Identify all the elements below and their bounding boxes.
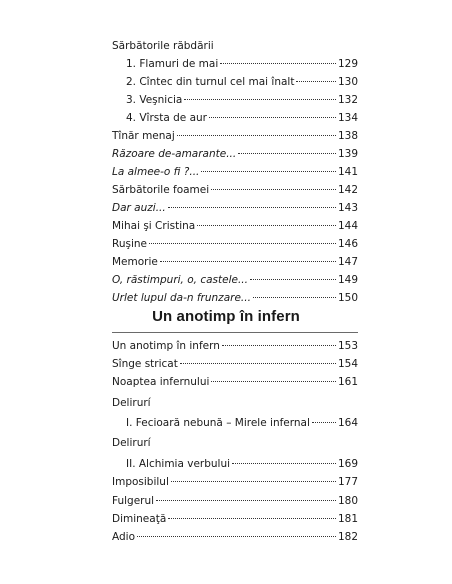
toc-entry xyxy=(112,530,358,544)
toc-page-number: 142 xyxy=(337,184,358,196)
dotted-leader xyxy=(209,117,336,118)
toc-entry xyxy=(112,494,358,508)
dotted-leader xyxy=(250,279,336,280)
toc-entry-title: Sărbătorile foamei xyxy=(112,184,210,196)
toc-page-number: 130 xyxy=(337,76,358,88)
section-title: Un anotimp în infern xyxy=(152,308,300,325)
dotted-leader xyxy=(197,225,336,226)
toc-page-number: 177 xyxy=(337,476,358,488)
toc-entry-title: O, răstimpuri, o, castele... xyxy=(112,274,248,286)
toc-entry xyxy=(112,183,358,197)
dotted-leader xyxy=(211,189,336,190)
dotted-leader xyxy=(168,518,336,519)
toc-entry xyxy=(112,147,358,161)
toc-entry xyxy=(112,339,358,353)
toc-heading: Sărbătorile răbdării xyxy=(112,40,214,52)
toc-entry xyxy=(126,57,358,71)
toc-entry xyxy=(112,512,358,526)
toc-page-number: 132 xyxy=(337,94,358,106)
toc-entry xyxy=(112,165,358,179)
toc-page-number: 134 xyxy=(337,112,358,124)
toc-page-number: 138 xyxy=(337,130,358,142)
toc-entry xyxy=(126,416,358,430)
dotted-leader xyxy=(220,63,336,64)
toc-page-number: 144 xyxy=(337,220,358,232)
toc-entry xyxy=(112,357,358,371)
toc-entry-title: Memorie xyxy=(112,256,158,268)
toc-entry xyxy=(126,93,358,107)
toc-entry-title: 1. Flamuri de mai xyxy=(126,58,219,70)
toc-entry xyxy=(112,475,358,489)
toc-entry-title: Noaptea infernului xyxy=(112,376,210,388)
toc-entry-title: 3. Veşnicia xyxy=(126,94,183,106)
toc-entry-title: Adio xyxy=(112,531,136,543)
toc-entry-title: II. Alchimia verbului xyxy=(126,458,231,470)
dotted-leader xyxy=(156,500,336,501)
dotted-leader xyxy=(149,243,336,244)
toc-page-number: 149 xyxy=(337,274,358,286)
toc-entry-title: Dar auzi... xyxy=(112,202,166,214)
toc-entry xyxy=(112,273,358,287)
toc-page-number: 141 xyxy=(337,166,358,178)
toc-entry-title: Ruşine xyxy=(112,238,147,250)
toc-entry xyxy=(126,457,358,471)
toc-page-number: 150 xyxy=(337,292,358,304)
toc-entry xyxy=(112,129,358,143)
toc-page-number: 180 xyxy=(337,495,358,507)
toc-entry xyxy=(112,375,358,389)
toc-entry-title: 4. Vîrsta de aur xyxy=(126,112,208,124)
toc-entry-title: Urlet lupul da-n frunzare... xyxy=(112,292,251,304)
toc-page-number: 154 xyxy=(337,358,358,370)
dotted-leader xyxy=(238,153,336,154)
toc-entry-title: I. Fecioară nebună – Mirele infernal xyxy=(126,417,310,429)
dotted-leader xyxy=(137,536,336,537)
toc-entry-title: Dimineaţă xyxy=(112,513,167,525)
dotted-leader xyxy=(171,481,336,482)
toc-page-number: 146 xyxy=(337,238,358,250)
toc-entry xyxy=(112,291,358,305)
toc-entry-title: Răzoare de-amarante... xyxy=(112,148,237,160)
dotted-leader xyxy=(168,207,336,208)
toc-page-number: 147 xyxy=(337,256,358,268)
toc-page-number: 153 xyxy=(337,340,358,352)
toc-page-number: 182 xyxy=(337,531,358,543)
toc-entry xyxy=(112,237,358,251)
dotted-leader xyxy=(211,381,336,382)
toc-page-number: 181 xyxy=(337,513,358,525)
toc-entry xyxy=(112,219,358,233)
section-divider xyxy=(112,332,358,333)
dotted-leader xyxy=(296,81,336,82)
dotted-leader xyxy=(312,422,336,423)
dotted-leader xyxy=(253,297,336,298)
toc-entry-title: Imposibilul xyxy=(112,476,169,488)
toc-entry xyxy=(112,255,358,269)
dotted-leader xyxy=(177,135,336,136)
toc-entry-title: Mihai şi Cristina xyxy=(112,220,196,232)
toc-heading: Delirurí xyxy=(112,397,151,409)
toc-entry-title: Un anotimp în infern xyxy=(112,340,220,352)
toc-page-number: 169 xyxy=(337,458,358,470)
toc-entry xyxy=(112,201,358,215)
toc-entry xyxy=(126,111,358,125)
toc-page-number: 164 xyxy=(337,417,358,429)
toc-heading: Delirurí xyxy=(112,437,151,449)
dotted-leader xyxy=(222,345,336,346)
toc-entry xyxy=(126,75,358,89)
toc-entry-title: Tînăr menaj xyxy=(112,130,175,142)
toc-entry-title: Fulgerul xyxy=(112,495,155,507)
toc-entry-title: 2. Cîntec din turnul cel mai înalt xyxy=(126,76,295,88)
toc-entry-title: Sînge stricat xyxy=(112,358,178,370)
toc-page-number: 129 xyxy=(337,58,358,70)
toc-page-number: 143 xyxy=(337,202,358,214)
toc-page-number: 161 xyxy=(337,376,358,388)
toc-entry-title: La almee-o fi ?... xyxy=(112,166,200,178)
dotted-leader xyxy=(184,99,336,100)
dotted-leader xyxy=(201,171,336,172)
dotted-leader xyxy=(160,261,336,262)
toc-page-number: 139 xyxy=(337,148,358,160)
dotted-leader xyxy=(232,463,336,464)
dotted-leader xyxy=(180,363,336,364)
